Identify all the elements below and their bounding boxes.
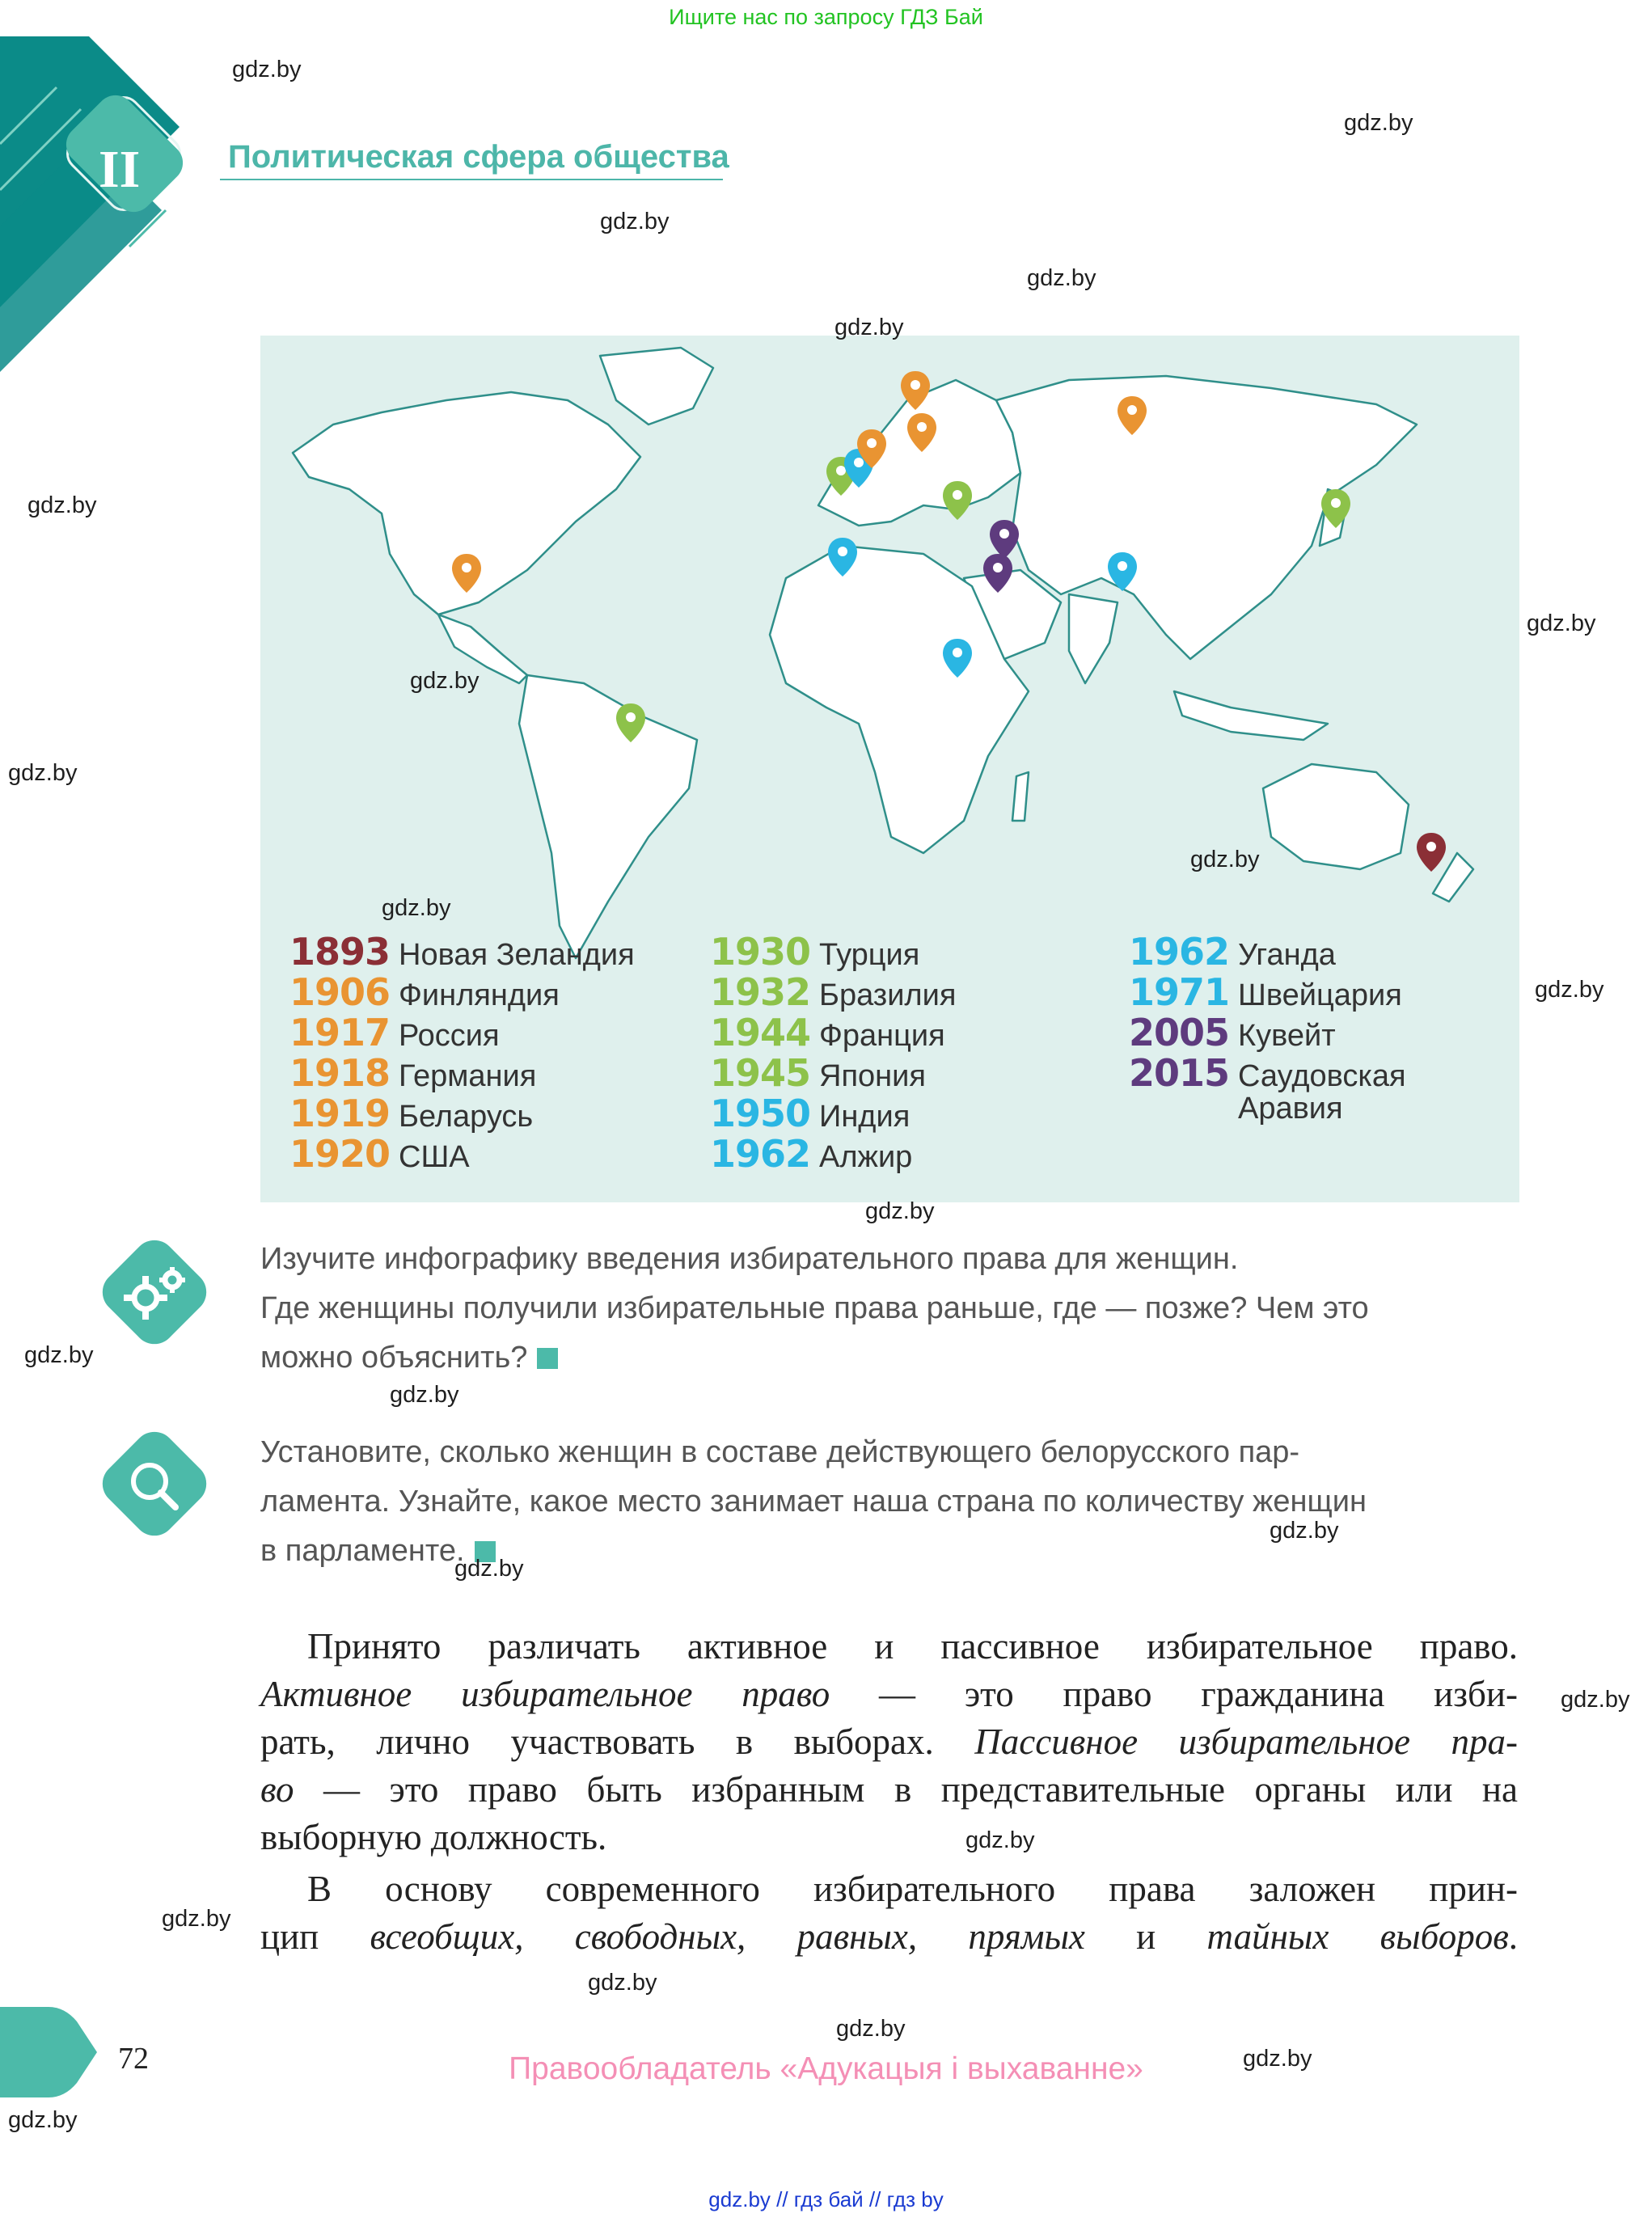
legend-country: Германия xyxy=(399,1059,537,1093)
legend-country: Швейцария xyxy=(1238,978,1402,1012)
paragraph-1-line xyxy=(260,1766,1518,1814)
greenland-landmass xyxy=(600,348,713,425)
watermark: gdz.by xyxy=(454,1556,524,1582)
watermark: gdz.by xyxy=(410,668,480,694)
task-1-text xyxy=(260,1235,1518,1383)
watermark: gdz.by xyxy=(1270,1518,1339,1544)
watermark: gdz.by xyxy=(1027,265,1096,291)
legend-row xyxy=(289,930,635,974)
legend-row xyxy=(710,1132,913,1176)
world-map xyxy=(260,336,1519,966)
watermark: gdz.by xyxy=(8,760,78,786)
chapter-title: Политическая сфера общества xyxy=(228,139,729,175)
watermark: gdz.by xyxy=(836,2016,906,2042)
legend-row xyxy=(1129,930,1336,974)
task-1-line xyxy=(260,1333,1518,1383)
watermark: gdz.by xyxy=(8,2107,78,2133)
task-2-text xyxy=(260,1428,1518,1576)
paragraph-1-line: Принято различать активное и пассивное избирательное право. xyxy=(307,1626,1518,1666)
legend-year: 1930 xyxy=(710,930,811,974)
legend-year: 1917 xyxy=(289,1011,391,1054)
magnifier-icon xyxy=(109,1441,198,1530)
watermark: gdz.by xyxy=(1535,977,1604,1003)
paragraph-text: рать, лично участвовать в выборах. xyxy=(260,1721,975,1762)
watermark: gdz.by xyxy=(1190,847,1260,872)
legend-row xyxy=(1129,1011,1336,1054)
legend-year: 1919 xyxy=(289,1092,391,1135)
legend-row xyxy=(289,1011,500,1054)
legend-year: 1906 xyxy=(289,970,391,1014)
legend-country: Бразилия xyxy=(819,978,957,1012)
legend-year: 1932 xyxy=(710,970,811,1014)
legend-country: Уганда xyxy=(1238,938,1336,972)
paragraph-text: и xyxy=(1084,1916,1207,1957)
principles-italic: всеобщих, свободных, равных, прямых xyxy=(370,1916,1085,1957)
watermark: gdz.by xyxy=(24,1342,94,1368)
legend-year: 1945 xyxy=(710,1051,811,1095)
watermark: gdz.by xyxy=(232,57,302,82)
legend-year: 1971 xyxy=(1129,970,1230,1014)
pin-turkey-icon xyxy=(943,481,972,520)
legend-country: США xyxy=(399,1140,470,1174)
term-active-right: Активное избирательное право xyxy=(260,1674,830,1714)
watermark: gdz.by xyxy=(390,1382,459,1408)
watermark: gdz.by xyxy=(1243,2046,1312,2072)
legend-country: Саудовская xyxy=(1238,1059,1406,1093)
legend-country: Алжир xyxy=(819,1140,913,1174)
gears-icon xyxy=(109,1249,198,1338)
watermark: gdz.by xyxy=(382,895,451,921)
legend-country: Турция xyxy=(819,938,920,972)
paragraph-1-line: выборную должность. xyxy=(260,1817,607,1857)
top-banner[interactable]: Ищите нас по запросу ГДЗ Бай xyxy=(669,5,983,29)
watermark: gdz.by xyxy=(588,1970,657,1996)
legend-year: 1920 xyxy=(289,1132,391,1176)
legend-year: 1918 xyxy=(289,1051,391,1095)
south-america-landmass xyxy=(519,675,697,958)
legend-year: 1962 xyxy=(1129,930,1230,974)
watermark: gdz.by xyxy=(834,315,904,340)
chapter-corner-decoration xyxy=(0,0,243,404)
legend-row xyxy=(710,1051,926,1095)
legend-country: Франция xyxy=(819,1019,945,1053)
legend-row xyxy=(710,930,920,974)
madagascar xyxy=(1012,772,1029,821)
watermark: gdz.by xyxy=(865,1198,935,1224)
legend-country: Россия xyxy=(399,1019,500,1053)
watermark: gdz.by xyxy=(600,209,670,234)
australia-landmass xyxy=(1263,764,1409,869)
legend-year: 1944 xyxy=(710,1011,811,1054)
legend-row xyxy=(289,1092,534,1135)
paragraph-2-line xyxy=(260,1913,1518,1961)
legend-country: Индия xyxy=(819,1100,911,1134)
paragraph-text: . xyxy=(1508,1916,1518,1957)
secret-ballot-italic: тайных выборов xyxy=(1206,1916,1509,1957)
page-number: 72 xyxy=(118,2042,149,2076)
task-2-line: ламента. Узнайте, какое место занимает наша страна по количеству женщин xyxy=(260,1485,1367,1519)
watermark: gdz.by xyxy=(27,492,97,518)
legend-year: 2005 xyxy=(1129,1011,1230,1054)
term-passive-right-end: во xyxy=(260,1769,294,1810)
bottom-links[interactable]: gdz.by // гдз бай // гдз by xyxy=(708,2187,944,2211)
legend-row xyxy=(289,1132,470,1176)
legend-country: Беларусь xyxy=(399,1100,534,1134)
legend-row xyxy=(710,970,957,1014)
end-square-icon xyxy=(537,1348,558,1369)
watermark: gdz.by xyxy=(1561,1687,1630,1713)
chapter-numeral: II xyxy=(99,140,141,199)
legend-row xyxy=(710,1011,945,1054)
term-passive-right: Пассивное избирательное пра- xyxy=(974,1721,1518,1762)
task-1-line-text: можно объяснить? xyxy=(260,1341,528,1375)
legend-country: Аравия xyxy=(1238,1092,1343,1126)
watermark: gdz.by xyxy=(965,1827,1035,1853)
legend-country: Кувейт xyxy=(1238,1019,1336,1053)
pin-kuwait-icon xyxy=(990,520,1019,559)
paragraph-2-line: В основу современного избирательного права заложен прин- xyxy=(307,1869,1518,1909)
legend-row xyxy=(1129,1092,1343,1132)
paragraph-1-line xyxy=(260,1718,1518,1766)
legend-year: 1893 xyxy=(289,930,391,974)
paragraph-text: — это право гражданина изби- xyxy=(830,1674,1518,1714)
pin-new-zealand-icon xyxy=(1417,833,1446,872)
indonesia-islands xyxy=(1174,691,1328,740)
paragraph-text: цип xyxy=(260,1916,370,1957)
watermark: gdz.by xyxy=(1344,110,1413,136)
task-1-line: Где женщины получили избирательные права раньше, где — позже? Чем это xyxy=(260,1291,1369,1325)
task-1-line: Изучите инфографику введения избирательного права для женщин. xyxy=(260,1242,1239,1276)
task-2-line: Установите, сколько женщин в составе действующего белорусского пар- xyxy=(260,1435,1300,1469)
legend-year: 1962 xyxy=(710,1132,811,1176)
legend-country: Новая Зеландия xyxy=(399,938,635,972)
legend-country: Япония xyxy=(819,1059,926,1093)
legend-country: Финляндия xyxy=(399,978,560,1012)
chapter-underline xyxy=(220,179,723,180)
asia-landmass xyxy=(996,376,1417,659)
watermark: gdz.by xyxy=(162,1906,231,1932)
paragraph-text: — это право быть избранным в представительные органы или на xyxy=(294,1769,1518,1810)
legend-row xyxy=(1129,1051,1406,1095)
legend-row xyxy=(289,970,560,1014)
legend-row xyxy=(710,1092,911,1135)
task-2-line-text: в парламенте. xyxy=(260,1534,465,1568)
legend-year: 2015 xyxy=(1129,1051,1230,1095)
legend-row xyxy=(1129,970,1402,1014)
legend-row xyxy=(289,1051,537,1095)
legend-year: 1950 xyxy=(710,1092,811,1135)
copyright-line: Правообладатель «Адукацыя і выхаванне» xyxy=(509,2051,1143,2086)
paragraph-1-line xyxy=(260,1671,1518,1718)
indian-subcontinent xyxy=(1069,594,1118,683)
watermark: gdz.by xyxy=(1527,610,1596,636)
